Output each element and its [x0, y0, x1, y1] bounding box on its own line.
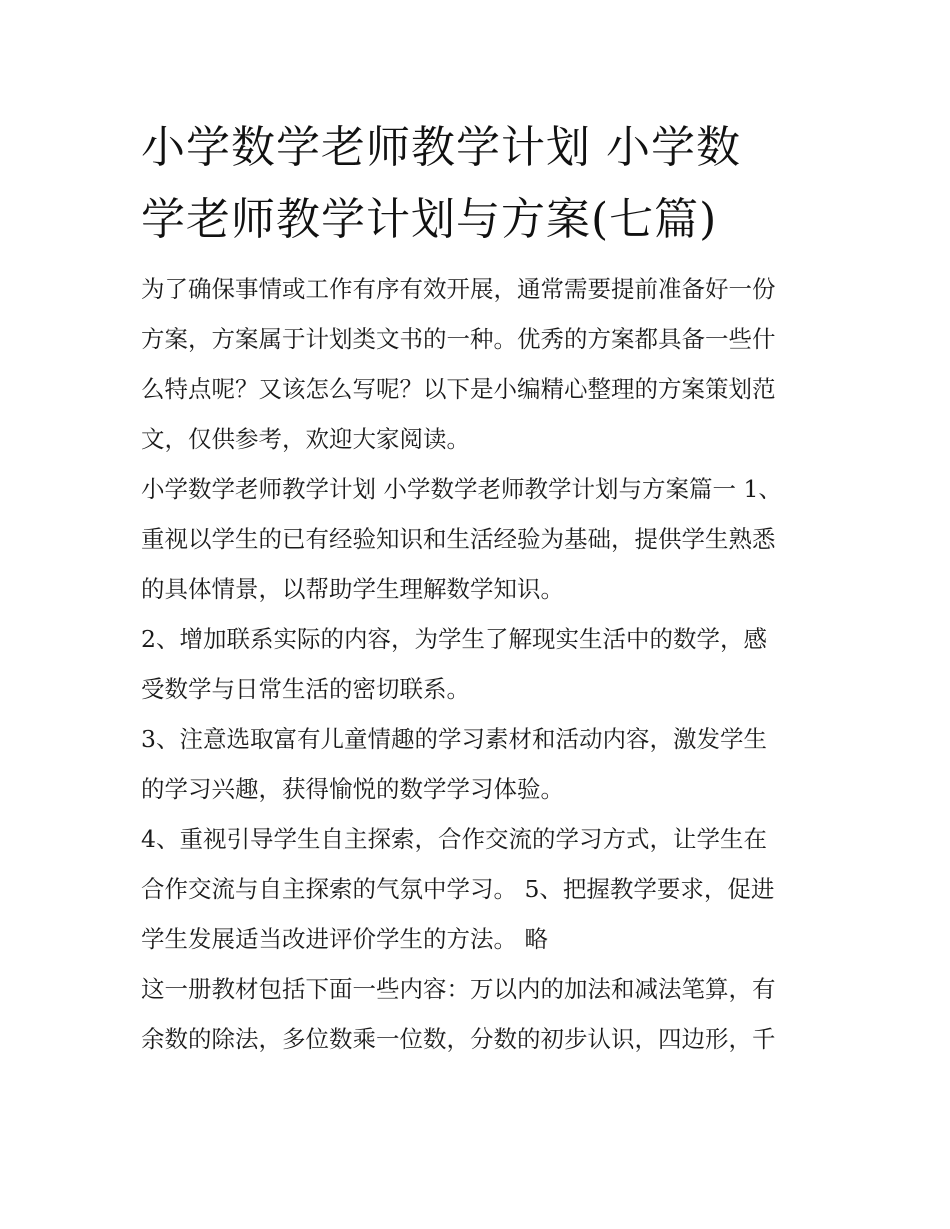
title-line-2: 学老师教学计划与方案(七篇) [141, 194, 718, 245]
body-line: 方案，方案属于计划类文书的一种。优秀的方案都具备一些什 [141, 325, 776, 353]
body-line: 小学数学老师教学计划 小学数学老师教学计划与方案篇一 1、 [141, 475, 782, 503]
document-body [141, 264, 813, 1064]
title-line-1: 小学数学老师教学计划 小学数 [141, 122, 741, 173]
body-line: 2、增加联系实际的内容，为学生了解现实生活中的数学，感 [141, 625, 767, 653]
body-line: 么特点呢？又该怎么写呢？以下是小编精心整理的方案策划范 [141, 375, 776, 403]
body-line: 4、重视引导学生自主探索，合作交流的学习方式，让学生在 [141, 825, 767, 853]
body-line: 这一册教材包括下面一些内容：万以内的加法和减法笔算，有 [141, 975, 776, 1003]
body-line: 文，仅供参考，欢迎大家阅读。 [141, 425, 470, 453]
body-line: 学生发展适当改进评价学生的方法。 略 [141, 925, 548, 953]
body-line: 为了确保事情或工作有序有效开展，通常需要提前准备好一份 [141, 275, 776, 303]
body-line: 受数学与日常生活的密切联系。 [141, 675, 470, 703]
body-line: 的具体情景，以帮助学生理解数学知识。 [141, 575, 564, 603]
document-page [141, 112, 813, 1064]
body-line: 的学习兴趣，获得愉悦的数学学习体验。 [141, 775, 564, 803]
body-line: 余数的除法，多位数乘一位数，分数的初步认识，四边形，千 [141, 1025, 776, 1053]
body-line: 重视以学生的已有经验知识和生活经验为基础，提供学生熟悉 [141, 525, 776, 553]
body-line: 合作交流与自主探索的气氛中学习。 5、把握教学要求，促进 [141, 875, 775, 903]
document-title [141, 112, 813, 256]
body-line: 3、注意选取富有儿童情趣的学习素材和活动内容，激发学生 [141, 725, 767, 753]
